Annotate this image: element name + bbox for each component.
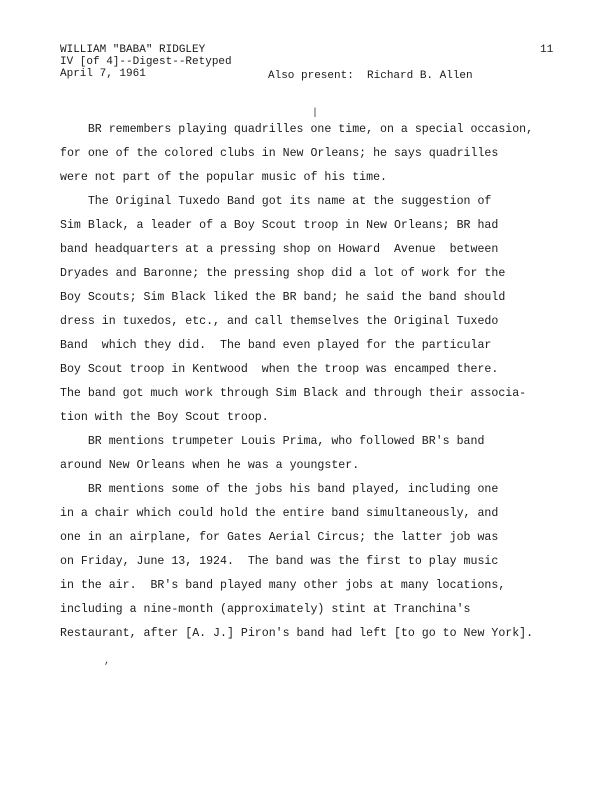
body-line: Boy Scout troop in Kentwood when the troop was encamped there. xyxy=(60,363,499,376)
body-line: Restaurant, after [A. J.] Piron's band had left [to go to New York]. xyxy=(60,627,534,640)
header-also-present: Also present: Richard B. Allen xyxy=(268,70,473,82)
body-line: for one of the colored clubs in New Orleans; he says quadrilles xyxy=(60,147,499,160)
body-line: one in an airplane, for Gates Aerial Circus; the latter job was xyxy=(60,531,499,544)
handwritten-tick-mark: | xyxy=(312,108,319,119)
body-line: Sim Black, a leader of a Boy Scout troop in New Orleans; BR had xyxy=(60,219,499,232)
body-line: BR mentions trumpeter Louis Prima, who followed BR's band xyxy=(60,435,485,448)
body-line: in a chair which could hold the entire band simultaneously, and xyxy=(60,507,499,520)
body-line: tion with the Boy Scout troop. xyxy=(60,411,269,424)
body-line: Band which they did. The band even played for the particular xyxy=(60,339,492,352)
header-date: April 7, 1961 xyxy=(60,68,146,80)
body-line: including a nine-month (approximately) stint at Tranchina's xyxy=(60,603,471,616)
body-line: BR mentions some of the jobs his band played, including one xyxy=(60,483,499,496)
body-line: The Original Tuxedo Band got its name at the suggestion of xyxy=(60,195,492,208)
body-line: Dryades and Baronne; the pressing shop did a lot of work for the xyxy=(60,267,506,280)
body-line: band headquarters at a pressing shop on Howard Avenue between xyxy=(60,243,499,256)
page-number: 11 xyxy=(540,44,554,56)
header-interviewee: WILLIAM "BABA" RIDGLEY xyxy=(60,44,206,56)
stray-ink-mark: , xyxy=(104,656,111,667)
header-reel-info: IV [of 4]--Digest--Retyped xyxy=(60,56,232,68)
document-body xyxy=(60,118,560,646)
body-line: dress in tuxedos, etc., and call themselves the Original Tuxedo xyxy=(60,315,499,328)
body-line: BR remembers playing quadrilles one time, on a special occasion, xyxy=(60,123,534,136)
body-line: Boy Scouts; Sim Black liked the BR band; he said the band should xyxy=(60,291,506,304)
body-line: around New Orleans when he was a youngster. xyxy=(60,459,360,472)
body-line: on Friday, June 13, 1924. The band was the first to play music xyxy=(60,555,499,568)
body-line: The band got much work through Sim Black and through their associa- xyxy=(60,387,527,400)
body-line: in the air. BR's band played many other jobs at many locations, xyxy=(60,579,506,592)
body-line: were not part of the popular music of his time. xyxy=(60,171,387,184)
